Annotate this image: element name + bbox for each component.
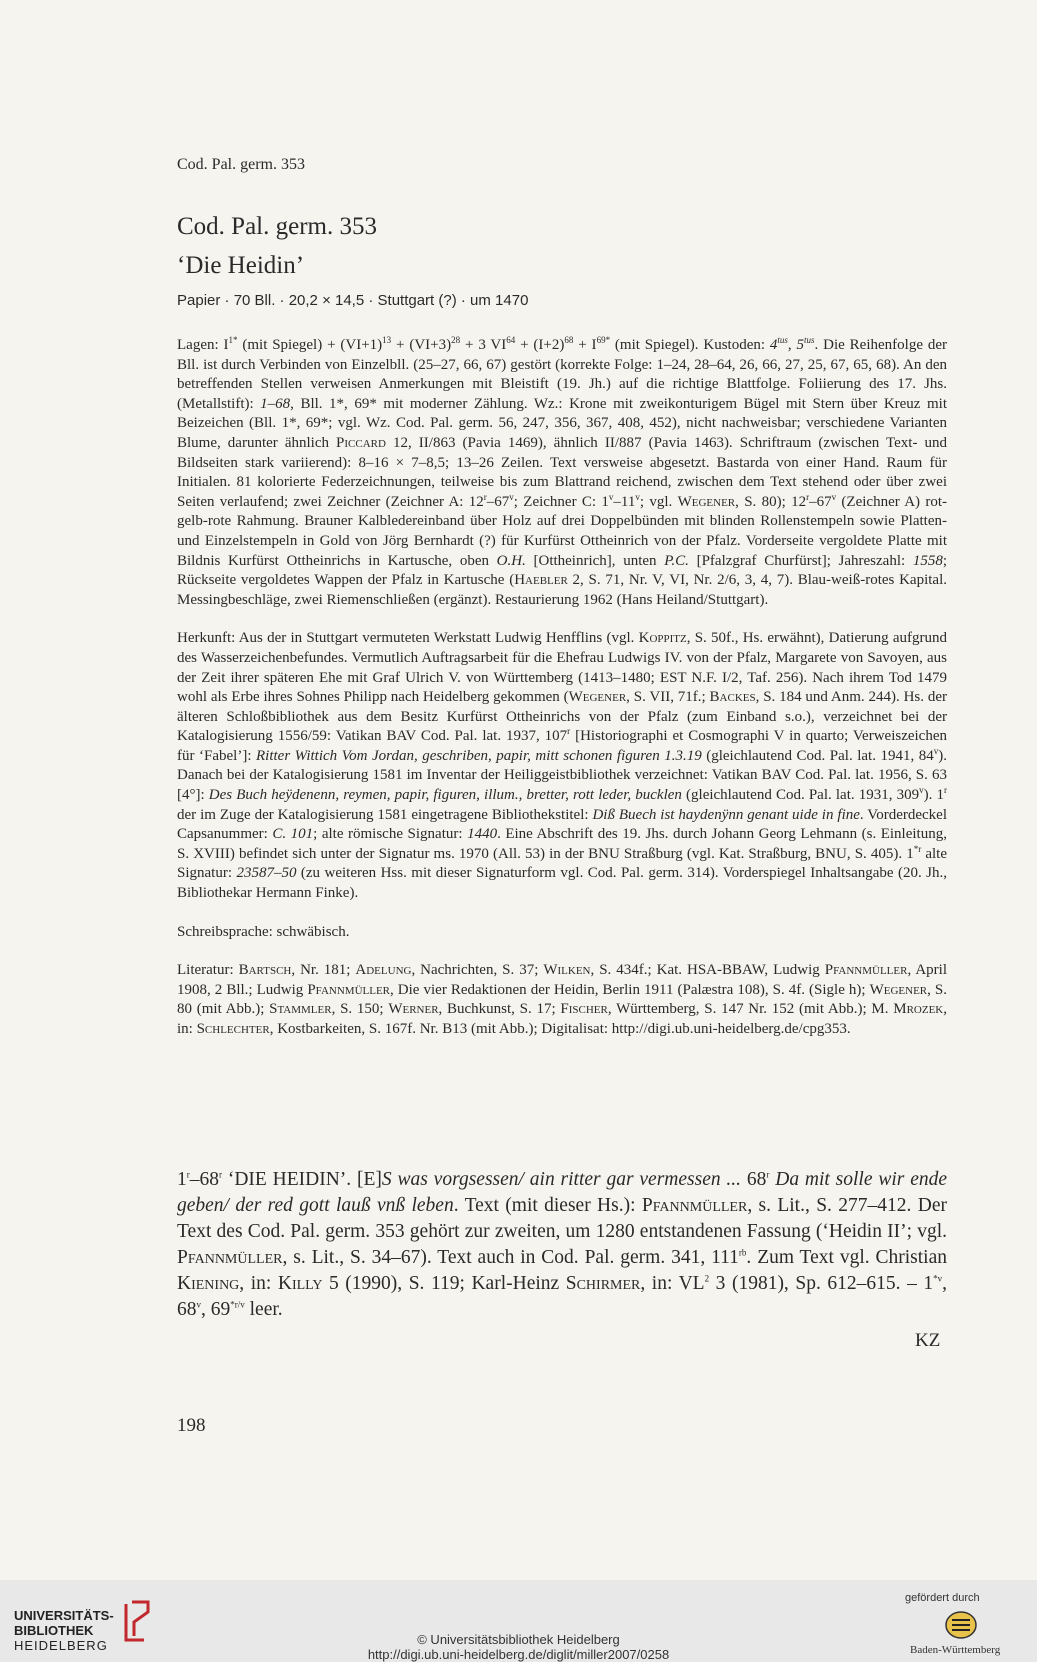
content-entry: 1$^r$–68$^r$ ‘DIE HEIDIN’. [E]S was vorgsessen/ ain ritter gar vermessen ... 68$^r$ Da mit solle wir ende geben/ der red gott lauß vnß leben. Text (mit dieser Hs.): Pfannmüller, s. Lit., S. 277–412. Der Text des Cod. Pal. germ. 353 gehört zur zweiten, um 1280 entstandenen Fassung (‘Heidin II’; vgl. Pfannmüller, s. Lit., S. 34–67). Text auch in Cod. Pal. germ. 341, $111^{rb}$. Zum Text vgl. Christian Kiening, in: Killy 5 (1990), S. 119; Karl-Heinz Schirmer, in: $VL^2$ 3 (1981), Sp. 612–615. – 1$^{*v}$, 68$^v$, $69^{*r/v}$ leer. xyxy=(177,1169,948,1320)
copyright-block xyxy=(0,1632,1037,1662)
logo-line-1: UNIVERSITÄTS- xyxy=(14,1608,114,1623)
copyright-text: © Universitätsbibliothek Heidelberg xyxy=(417,1632,620,1647)
paragraph-literatur: Literatur: Bartsch, Nr. 181; Adelung, Nachrichten, S. 37; Wilken, S. 434f.; Kat. HSA-BBAW, Ludwig Pfannmüller, April 1908, 2 Bll.; Ludwig Pfannmüller, Die vier Redaktionen der Heidin, Berlin 1911 (Palæstra 108), S. 4f. (Sigle h); Wegener, S. 80 (mit Abb.); Stammler, S. 150; Werner, Buchkunst, S. 17; Fischer, Württemberg, S. 147 Nr. 152 (mit Abb.); M. Mrozek, in: Schlechter, Kostbarkeiten, S. 167f. Nr. B13 (mit Abb.); Digitalisat: http://digi.ub.uni-heidelberg.de/cpg353. xyxy=(177,962,948,1037)
entry-meta: Papier · 70 Bll. · 20,2 × 14,5 · Stuttgart (?) · um 1470 xyxy=(177,292,529,309)
entry-title: Cod. Pal. germ. 353 xyxy=(177,213,377,240)
paragraph-schreibsprache: Schreibsprache: schwäbisch. xyxy=(177,923,350,940)
page-number: 198 xyxy=(177,1415,206,1436)
footer-bar xyxy=(0,1580,1037,1662)
paragraph-lagen: Lagen: $I^{1*}$ (mit Spiegel) + $(VI+1)^{13} + (VI+3)^{28} + 3$ $VI^{64} + (I+2)^{68} + I^{69*}$ (mit Spiegel). Kustoden: $4^{tus}$, $5^{tus}$. Die Reihenfolge der Bll. ist durch Verbinden von Einzelbll. (25–27, 66, 67) gestört (korrekte Folge: 1–24, 28–64, 26, 66, 27, 25, 67, 65, 68). An den betreffenden Stellen verweisen Anmerkungen mit Bleistift (19. Jh.) auf die richtige Blattfolge. Foliierung des 17. Jhs. (Metallstift): 1–68, Bll. 1*, 69* mit moderner Zählung. Wz.: Krone mit zweikonturigem Bügel mit Stern über Kreuz mit Beizeichen (Bll. 1*, 69*; vgl. Wz. Cod. Pal. germ. 56, 247, 356, 367, 408, 452), nicht nachweisbar; verschiedene Varianten Blume, darunter ähnlich Piccard 12, II/863 (Pavia 1469), ähnlich II/887 (Pavia 1463). Schriftraum (zwischen Text- und Bildseiten stark variierend): 8–16 × 7–8,5; 13–26 Zeilen. Text versweise abgesetzt. Bastarda von einer Hand. Raum für Initialen. 81 kolorierte Federzeichnungen, teilweise bis zum Blattrand reichend, zwischen dem Text stehend oder über zwei Seiten verlaufend; zwei Zeichner (Zeichner A: 12$^r$–67$^v$; Zeichner C: 1$^v$–11$^v$; vgl. Wegener, S. 80); 12$^r$–67$^v$ (Zeichner A) rot-gelb-rote Rahmung. Brauner Kalbledereinband über Holz auf drei Doppelbünden mit blinden Rollenstempeln sowie Platten- und Einzelstempeln in Gold von Jörg Bernhardt (?) für Kurfürst Ottheinrich von der Pfalz. Vorderseite vergoldete Platte mit Bildnis Kurfürst Ottheinrichs in Kartusche, oben O.H. [Ottheinrich], unten P.C. [Pfalzgraf Churfürst]; Jahreszahl: 1558; Rückseite vergoldetes Wappen der Pfalz in Kartusche (Haebler 2, S. 71, Nr. V, VI, Nr. 2/6, 3, 4, 7). Blau-weiß-rotes Kapital. Messingbeschläge, zwei Riemenschließen (ergänzt). Restaurierung 1962 (Hans Heiland/Stuttgart). xyxy=(177,335,948,608)
description-body xyxy=(177,336,947,1059)
entry-subtitle: ‘Die Heidin’ xyxy=(177,252,305,279)
running-header: Cod. Pal. germ. 353 xyxy=(177,156,305,173)
funding-region: Baden-Württemberg xyxy=(910,1644,1001,1656)
logo-line-2: BIBLIOTHEK xyxy=(14,1623,94,1638)
author-initials: KZ xyxy=(915,1330,941,1351)
source-url-link[interactable]: http://digi.ub.uni-heidelberg.de/diglit/miller2007/0258 xyxy=(367,1647,670,1662)
paragraph-herkunft: Herkunft: Aus der in Stuttgart vermuteten Werkstatt Ludwig Henfflins (vgl. Koppitz, S. 50f., Hs. erwähnt), Datierung aufgrund des Wasserzeichenbefundes. Vermutlich Auftragsarbeit für die Ehefrau Ludwigs IV. von der Pfalz, Margarete von Savoyen, aus der Zeit ihrer späteren Ehe mit Graf Ulrich V. von Württemberg (1413–1480; EST N.F. I/2, Taf. 256). Nach ihrem Tod 1479 wohl als Erbe ihres Sohnes Philipp nach Heidelberg gekommen (Wegener, S. VII, 71f.; Backes, S. 184 und Anm. 244). Hs. der älteren Schloßbibliothek aus dem Besitz Kurfürst Ottheinrichs von der Pfalz (zum Einband s.o.), verzeichnet bei der Katalogisierung 1556/59: Vatikan BAV Cod. Pal. lat. 1937, 107$^r$ [Historiographi et Cosmographi V in quarto; Verweiszeichen für ‘Fabel’]: Ritter Wittich Vom Jordan, geschriben, papir, mitt schonen figuren 1.3.19 (gleichlautend Cod. Pal. lat. 1941, 84$^v$). Danach bei der Katalogisierung 1581 im Inventar der Heiliggeistbibliothek verzeichnet: Vatikan BAV Cod. Pal. lat. 1956, S. 63 [4°]: Des Buch heÿdenenn, reymen, papir, figuren, illum., bretter, rott leder, bucklen (gleichlautend Cod. Pal. lat. 1931, 309$^v$). 1$^r$ der im Zuge der Katalogisierung 1581 eingetragene Bibliothekstitel: Diß Buech ist haydenÿnn genant uide in fine. Vorderdeckel Capsanummer: C. 101; alte römische Signatur: 1440. Eine Abschrift des 19. Jhs. durch Johann Georg Lehmann (s. Einleitung, S. XVIII) befindet sich unter der Signatur ms. 1970 (All. 53) in der BNU Straßburg (vgl. Kat. Straßburg, BNU, S. 405). 1$^{*r}$ alte Signatur: 23587–50 (zu weiteren Hss. mit dieser Signaturform vgl. Cod. Pal. germ. 314). Vorderspiegel Inhaltsangabe (20. Jh., Bibliothekar Hermann Finke). xyxy=(177,630,948,902)
bw-coat-of-arms-icon xyxy=(944,1610,978,1640)
funding-label: gefördert durch xyxy=(905,1592,980,1604)
logo-line-3: HEIDELBERG xyxy=(14,1638,108,1653)
